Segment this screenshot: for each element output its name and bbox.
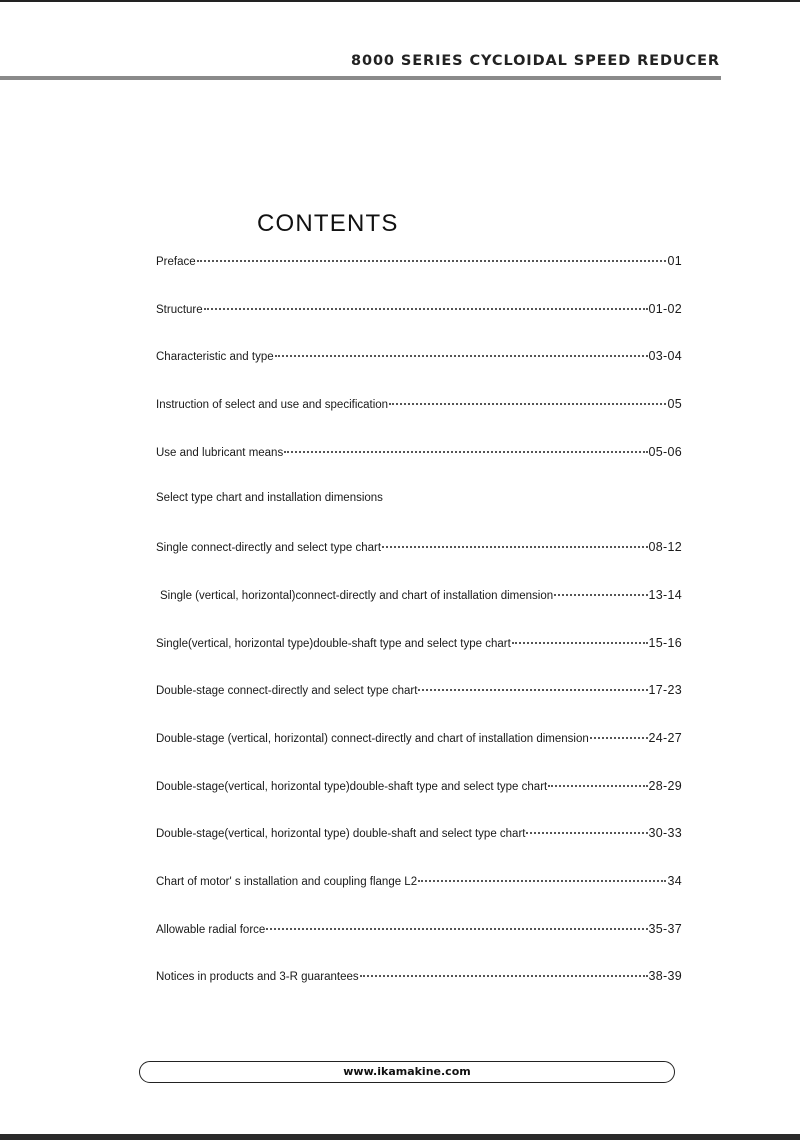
toc-entry-page: 17-23 [648, 683, 682, 698]
toc-entry-double-stage-connect[interactable] [156, 683, 682, 731]
toc-dot-leader [204, 308, 648, 310]
toc-dot-leader [266, 928, 647, 930]
toc-entry-page: 28-29 [648, 778, 682, 793]
toc-section-heading [156, 492, 682, 540]
toc-dot-leader [548, 785, 647, 787]
toc-dot-leader [389, 403, 666, 405]
toc-entry-double-stage-double-shaft-type[interactable] [156, 779, 682, 827]
toc-entry-page: 35-37 [648, 921, 682, 936]
toc-entry-page: 30-33 [648, 826, 682, 841]
header-rule [0, 76, 721, 80]
toc-entry-radial-force[interactable] [156, 922, 682, 970]
toc-entry-page: 08-12 [648, 540, 682, 555]
toc-entry-label: Characteristic and type [156, 351, 274, 364]
toc-dot-leader [418, 880, 666, 882]
toc-dot-leader [197, 260, 667, 262]
toc-dot-leader [590, 737, 648, 739]
toc-entry-single-double-shaft[interactable] [156, 636, 682, 684]
toc-entry-page: 24-27 [648, 730, 682, 745]
toc-entry-notices[interactable] [156, 969, 682, 1017]
toc-entry-page: 34 [667, 873, 682, 888]
toc-entry-label: Allowable radial force [156, 923, 266, 936]
toc-entry-instruction[interactable] [156, 397, 682, 445]
toc-entry-page: 01-02 [648, 301, 682, 316]
toc-dot-leader [275, 355, 648, 357]
toc-entry-page: 03-04 [648, 349, 682, 364]
toc-entry-label: Structure [156, 303, 203, 316]
toc-section-label: Select type chart and installation dimensions [156, 492, 383, 505]
toc-entry-page: 01 [667, 254, 682, 268]
toc-entry-label: Single(vertical, horizontal type)double-shaft type and select type chart [156, 637, 511, 650]
toc-entry-label: Chart of motor' s installation and coupling flange L2 [156, 875, 418, 888]
header-title: 8000 SERIES CYCLOIDAL SPEED REDUCER [350, 53, 720, 69]
toc-entry-motor-installation[interactable] [156, 874, 682, 922]
toc-entry-label: Double-stage(vertical, horizontal type)double-shaft type and select type chart [156, 780, 548, 793]
toc-entry-label: Double-stage (vertical, horizontal) connect-directly and chart of installation dimension [156, 732, 589, 745]
toc-entry-single-connect[interactable] [156, 540, 682, 588]
toc-dot-leader [284, 451, 647, 453]
toc-dot-leader [554, 594, 647, 596]
toc-entry-label: Instruction of select and use and specification [156, 399, 389, 412]
toc-dot-leader [418, 689, 647, 691]
toc-entry-preface[interactable] [156, 254, 682, 302]
page-header [0, 0, 800, 90]
toc-entry-label: Notices in products and 3-R guarantees [156, 971, 359, 984]
toc-dot-leader [360, 975, 648, 977]
toc-entry-double-stage-vertical-connect[interactable] [156, 731, 682, 779]
toc-entry-page: 13-14 [648, 587, 682, 602]
toc-entry-page: 15-16 [648, 635, 682, 650]
contents-title: CONTENTS [257, 210, 399, 237]
toc-dot-leader [382, 546, 648, 548]
table-of-contents [156, 254, 682, 1017]
bottom-bar [0, 1134, 800, 1140]
toc-entry-page: 05 [667, 397, 682, 412]
toc-dot-leader [512, 642, 648, 644]
toc-entry-label: Double-stage(vertical, horizontal type) double-shaft and select type chart [156, 828, 526, 841]
toc-entry-use-lubricant[interactable] [156, 445, 682, 493]
toc-entry-label: Preface [156, 256, 196, 268]
toc-entry-page: 38-39 [648, 969, 682, 984]
toc-entry-structure[interactable] [156, 302, 682, 350]
toc-entry-double-stage-double-shaft[interactable] [156, 826, 682, 874]
toc-entry-label: Double-stage connect-directly and select type chart [156, 685, 418, 698]
footer-url-link[interactable]: www.ikamakine.com [343, 1065, 471, 1078]
toc-entry-label: Single (vertical, horizontal)connect-directly and chart of installation dimension [160, 589, 554, 602]
toc-entry-characteristic[interactable] [156, 349, 682, 397]
footer-url-box [139, 1061, 675, 1083]
toc-entry-page: 05-06 [648, 444, 682, 459]
toc-dot-leader [526, 832, 647, 834]
toc-entry-label: Single connect-directly and select type chart [156, 542, 382, 555]
toc-entry-single-vertical-connect[interactable] [156, 588, 682, 636]
toc-entry-label: Use and lubricant means [156, 446, 284, 459]
